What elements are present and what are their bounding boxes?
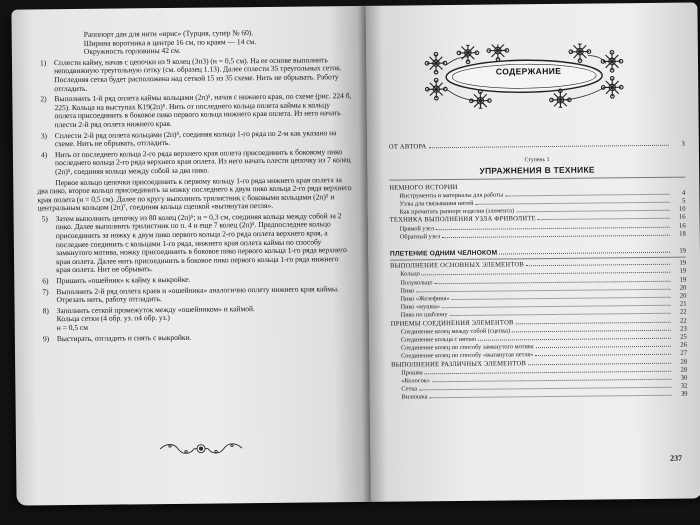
toc-row[interactable] (390, 230, 686, 241)
toc-leader (432, 379, 671, 383)
toc-label: Сетка (401, 385, 418, 393)
toc-leader (442, 235, 670, 238)
step-item (36, 92, 352, 130)
toc-leader (425, 371, 672, 375)
toc-leader (538, 218, 670, 220)
toc-page: 32 (680, 382, 688, 390)
step-item (37, 129, 353, 149)
toc-label: ВЫПОЛНЕНИЕ ОСНОВНЫХ ЭЛЕМЕНТОВ (390, 261, 525, 270)
toc-section-title: ПЛЕТЕНИЕ ОДНИМ ЧЕЛНОКОМ (389, 249, 498, 258)
toc-leader (442, 305, 671, 308)
step-item (38, 212, 355, 275)
toc-group-title[interactable]: НЕМНОГО ИСТОРИИ (389, 183, 458, 192)
step-text: Выполнить 2-й ряд оплета краев и «ошейника» аналогично оплету нижнего края каймы. Отрезать нить, работу отгладить. (56, 283, 339, 305)
toc-label: Полукольцо (400, 278, 433, 287)
lace-ornament-icon (156, 441, 246, 456)
toc-label: ПРИЕМЫ СОЕДИНЕНИЯ ЭЛЕМЕНТОВ (390, 319, 514, 328)
toc-leader (528, 362, 671, 364)
toc-leader (516, 321, 671, 324)
toc-label: Соединение колец по способу «вытянутая петля» (401, 351, 534, 361)
toc-page: 19 (679, 259, 687, 267)
toc-page: 39 (680, 391, 688, 399)
step-text: Сплести 2-й ряд оплета кольцами (2п)⁵, соединяя кольца 1-го ряда по 2-м как указано на схеме. Нить не обрывать, отгладить. (54, 127, 337, 149)
page-number: 237 (670, 453, 683, 463)
step-number: 9) (42, 333, 50, 343)
toc-row[interactable] (391, 391, 687, 402)
toc-page: 22 (679, 317, 687, 325)
toc-page: 30 (680, 374, 688, 382)
toc-label: Кольцо (400, 270, 420, 279)
toc-leader (430, 395, 672, 399)
toc-leader (475, 202, 669, 205)
left-page (11, 6, 370, 506)
toc-label: Как прочитать раппорт изделия (элемента) (399, 207, 515, 216)
toc-leader (452, 297, 671, 300)
toc-label: Соединение колец по способу замкнутого мотива (400, 343, 534, 352)
table-of-contents (389, 141, 688, 403)
step-number: 2) (40, 94, 47, 104)
toc-label: ТЕХНИКА ВЫПОЛНЕНИЯ УЗЛА ФРИВОЛИТЕ (389, 215, 536, 225)
toc-page: 23 (680, 325, 687, 333)
step-number: 5) (41, 214, 48, 224)
stage-title: УПРАЖНЕНИЯ В ТЕХНИКЕ (479, 164, 595, 177)
step-text: Выполнить 1-й ряд оплета каймы кольцами (2п)⁵, начав с нижнего края, по схеме (рис. 224 б, 225). Кольца на выступах К19(2п)⁵. Нить от последнего кольца оплета каймы к кольцу оплета присоединить в боковое пико первого кольца нижнего края оплета. Из него начать плести 2-й ряд оплета нижнего края. (54, 91, 352, 130)
toc-leader (512, 330, 671, 333)
toc-page: 16 (678, 222, 686, 230)
step-subline: Кольца сетки (4 обр. уз. п4 обр. уз.) (56, 313, 170, 324)
toc-leader (435, 280, 671, 283)
toc-leader (505, 194, 669, 197)
toc-label: Пико «Жозефина» (400, 295, 450, 303)
toc-leader (516, 210, 669, 213)
toc-leader (436, 226, 670, 229)
intro-line: Окружность горловины 42 см. (83, 46, 181, 57)
toc-page: 25 (680, 333, 687, 341)
toc-page: 28 (680, 366, 688, 374)
step-item (38, 285, 354, 305)
toc-row[interactable] (389, 141, 685, 152)
intro-line: Рапппорт дан для нити «ирис» (Турция, супер № 60). (83, 28, 254, 39)
toc-label: Вилюшка (401, 393, 428, 402)
toc-label: Прошва (401, 369, 423, 377)
toc-leader (416, 289, 670, 293)
toc-page: 28 (680, 358, 688, 366)
step-number: 3) (40, 130, 48, 140)
contents-title: СОДЕРЖАНИЕ (495, 65, 562, 77)
toc-page: 19 (679, 247, 687, 255)
toc-page: 20 (679, 292, 687, 300)
step-item (36, 56, 352, 94)
toc-page: 5 (682, 197, 686, 205)
toc-page: 27 (680, 350, 688, 358)
toc-leader (419, 387, 671, 391)
paragraph: Первое кольцо цепочки присоединить к первому кольцу 1-го ряда нижнего края оплета за два пико, второе кольцо присоединить за ножку последнего к двум пико кольца 2-го ряда верхнего края оплета (н = 0,5 см). Далее по кругу выполнить трилистник с боковыми кольцами (2п)⁵ и центральным кольцом (2п)⁷, соединяя кольца сцепкой «вытянутая петля». (37, 174, 352, 213)
toc-leader (422, 272, 671, 276)
toc-page: 19 (679, 276, 687, 284)
right-page (365, 2, 700, 501)
toc-leader (499, 252, 670, 255)
toc-leader (526, 264, 670, 267)
toc-label: ОТ АВТОРА (388, 143, 427, 151)
toc-leader (450, 313, 671, 316)
step-number: 8) (42, 306, 49, 316)
toc-label: Обратный узел (399, 232, 441, 241)
step-text: Нить от последнего кольца 2-го ряда верхнего края оплета присоединить к боковому пико последнего кольца 2-го ряда верхнего края оплета. Из него начать плести цепочку из 7 колец (2п)⁵, соединяя кольца между собой за два пико. (54, 146, 351, 177)
toc-page: 3 (681, 140, 685, 148)
toc-page: 26 (680, 341, 688, 349)
toc-page: 21 (679, 300, 687, 308)
toc-label: Инструменты и материалы для работы (399, 191, 504, 200)
step-text: Заполнить сеткой промежуток между «ошейником» и каймой. (56, 303, 255, 315)
step-number: 4) (40, 149, 48, 160)
step-text: Сплести кайму, начав с цепочки из 9 колец (3п3) (н = 0,5 см). На ее основе выполнить неподвижную треугольную сетку (см. образец 1.13). Далее сплести 35 треугольных сеток. Последняя сетка будет расположена над сеткой 15 из 35 схеме. Нить не обрывать. Работу отгладить. (53, 55, 342, 93)
intro-line: Ширина воротника в центре 16 см, по краям — 14 см. (83, 36, 257, 48)
toc-page: 20 (679, 284, 687, 292)
step-number: 6) (42, 276, 49, 286)
toc-page: 22 (679, 309, 687, 317)
book-spread (11, 2, 700, 505)
toc-page: 4 (681, 189, 686, 197)
step-number: 1) (39, 58, 47, 68)
toc-label: «Колосок» (401, 377, 431, 385)
toc-label: Соединение кольца с нитью (400, 335, 476, 344)
step-text: Затем выполнить цепочку из 80 колец (2п)⁵; н = 0,3 см, соединяя кольца между собой за 2 пико. Далее выполнить трилистник по п. 4 и еще 7 колец (2п)⁵. Предпоследнее кольцо присоединить за ножку к двум пико первого кольца 2-го ряда оплета верхнего края, а последнее соединить с кольцами 1-го ряда, нижнего края оплета каймы по способу замкнутого мотива, ножку присоединить в боковое пико первого кольца 1-го ряда верхнего края оплета. Далее нить присоединить в боковое пико первого кольца 1-го ряда нижнего края оплета. Нит не обрывать. (55, 211, 347, 275)
toc-label: Прямой узел (399, 224, 435, 233)
toc-label: ВЫПОЛНЕНИЕ РАЗЛИЧНЫХ ЭЛЕМЕНТОВ (391, 359, 527, 369)
toc-label: Соединение колец между собой (сцепка) (400, 327, 511, 336)
step-number: 7) (42, 286, 49, 296)
toc-leader (428, 145, 668, 149)
toc-page: 16 (678, 213, 686, 222)
toc-label: Пико (400, 287, 415, 295)
stage-label: Ступень 1 (524, 157, 550, 164)
toc-leader (536, 346, 671, 348)
step-item (39, 332, 355, 344)
toc-page: 18 (679, 230, 686, 238)
toc-leader (535, 354, 671, 356)
left-page-text (36, 28, 355, 343)
step-item (37, 148, 353, 177)
toc-page: 10 (678, 205, 686, 213)
toc-leader (478, 338, 671, 341)
toc-label: Пико «мушка» (400, 303, 441, 311)
toc-label: Пико по шаблону (400, 311, 448, 320)
step-text: Выстирать, отгладить и снять с выкройки. (56, 332, 192, 343)
step-subline: н = 0,5 см (56, 322, 89, 333)
step-text: Пришить «ошейник» к кайму к выкройке. (56, 274, 191, 286)
toc-label: Узлы для связывания нитей (399, 199, 474, 208)
toc-page: 19 (679, 268, 687, 276)
